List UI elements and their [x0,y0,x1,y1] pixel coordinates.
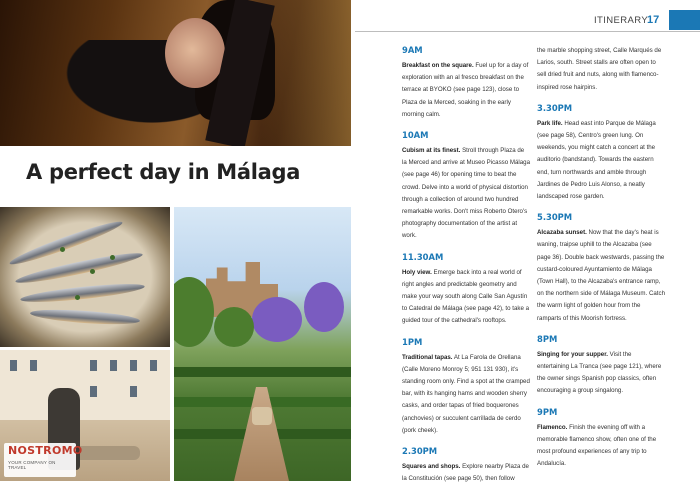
entry-body: Explore nearby Plaza de la Constitución (see page 50), then follow [402,463,529,483]
itinerary-entry [537,103,665,203]
section-tab [669,10,700,30]
entry-text [537,227,665,325]
entry-time: 8PM [537,333,558,344]
window [90,360,97,371]
window [10,360,17,371]
entry-text [402,60,530,121]
entry-time: 10AM [402,130,429,141]
window [90,386,97,397]
jacaranda-tree [252,297,302,342]
building-facade [0,350,170,420]
itinerary-entry [537,212,665,325]
itinerary-column-1 [402,45,530,494]
entry-heading: Singing for your supper. [537,350,608,358]
entry-time: 11.30AM [402,251,444,262]
window [30,360,37,371]
page-number: 17 [647,14,660,26]
entry-heading: Alcazaba sunset. [537,229,587,237]
entry-time: 9AM [402,45,423,55]
entry-heading: Breakfast on the square. [402,62,474,69]
watermark-logo [4,443,83,477]
itinerary-entry [402,252,530,328]
alcazaba-garden-photo [174,207,351,481]
entry-body: Finish the evening off with a memorable flamenco show, often one of the most profound experiences of any trip to Andalucía. [537,423,657,468]
palm-tree [214,307,254,347]
entry-heading: Flamenco. [537,423,568,431]
entry-body: Now that the day's heat is waning, traipse uphill to the Alcazaba (see page 36). Double back westwards, passing the custard-coloured Ayuntamiento de Málaga (Town Hall), to the Alcazaba's entrance ramp, on the northern side of Málaga Museum. Catch the warm light of golden hour from the ramparts of this Moorish fortress. [537,229,665,322]
logo-brand: NOSTROMO [8,444,83,457]
itinerary-entry [402,337,530,437]
entry-heading: Cubism at its finest. [402,147,461,155]
entry-text [537,118,665,203]
logo-tagline: YOUR COMPANY ON TRAVEL [8,460,56,470]
entry-heading: Traditional tapas. [402,353,453,361]
itinerary-entry [537,407,665,471]
header-rule [355,31,700,32]
entry-time: 9PM [537,406,558,417]
entry-text [537,422,665,471]
herb [60,247,65,252]
sardine [30,307,141,327]
entry-text [402,145,530,243]
sardines-photo [0,207,170,347]
entry-time: 2.30PM [402,446,438,457]
entry-heading: Holy view. [402,268,432,276]
entry-text [402,352,530,437]
entry-heading: Park life. [537,119,563,127]
flamenco-dancer-photo [0,0,351,146]
entry-text [537,349,665,398]
fountain [252,407,272,425]
continued-text: the marble shopping street, Calle Marqués de Larios, south. Street stalls are often open to sell dried fruit and nuts, along with flamenco-inspired rose hairpins. [537,47,662,91]
dancer-face [165,18,225,88]
herb [75,295,80,300]
entry-heading: Squares and shops. [402,463,461,471]
entry-body: At La Farola de Orellana (Calle Moreno Monroy 5; 951 131 930), it's standing room only. Find a spot at the cramped bar, with its hanging hams and wooden sherry casks, and order tapas of fried boquerones (anchovies) or succulent carrillada de cerdo (pork cheek). [402,353,530,434]
itinerary-entry [402,130,530,243]
entry-body: Head east into Parque de Málaga (see page 58), Centro's green lung. On weekends, you might catch a concert at the auditorio (bandstand). Towards the eastern end, turn northwards and amble through Jardines de Pedro Luis Alonso, a neatly landscaped rose garden. [537,119,656,201]
window [130,386,137,397]
itinerary-entry [402,45,530,121]
entry-text [402,461,530,485]
entry-time: 1PM [402,336,423,347]
entry-body: Stroll through Plaza de la Merced and arrive at Museo Picasso Málaga (see page 46) for opening time to beat the crowd. Delve into a world of physical distortion through a collection of around two hundred remarkable works. Don't miss Roberto Otero's photography documentation of the artist at work. [402,147,530,240]
entry-body: Emerge back into a real world of right angles and predictable geometry and make your way south along Calle San Agustín to Catedral de Málaga (see page 42), to take a guided tour of the cathedral's rooftops. [402,268,529,325]
window [130,360,137,371]
itinerary-entry [402,446,530,485]
sardine [20,280,146,305]
itinerary-entry [537,334,665,398]
entry-body: Visit the entertaining La Tranca (see page 121), where the owner sings Spanish pop classics, often encouraging a group singalong. [537,350,662,395]
entry-time: 5.30PM [537,212,573,223]
herb [110,255,115,260]
itinerary-column-2 [537,45,665,479]
page-title: A perfect day in Málaga [26,160,301,184]
entry-body: Fuel up for a day of exploration with an al fresco breakfast on the terrace at BYOKO (see page 123), close to Plaza de la Merced, soaking in the early morning calm. [402,62,529,118]
window [110,360,117,371]
section-label: ITINERARY [594,15,649,26]
entry-text [402,267,530,328]
hedge [174,367,351,377]
herb [90,269,95,274]
entry-time: 3.30PM [537,102,573,113]
jacaranda-tree [304,282,344,332]
window [150,360,157,371]
